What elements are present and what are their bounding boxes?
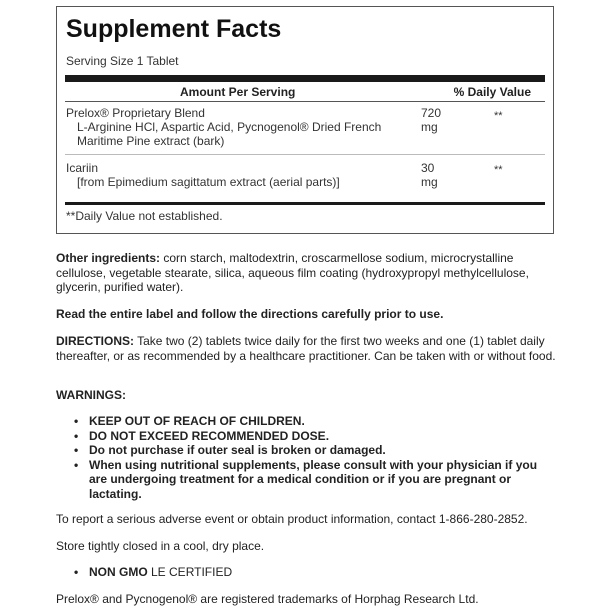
- warning-text: When using nutritional supplements, please consult with your physician if you are undergoing treatment for a medical condition or if you are pregnant or lactating.: [89, 457, 538, 501]
- bullet: •: [74, 443, 79, 457]
- warning-text: DO NOT EXCEED RECOMMENDED DOSE.: [89, 428, 330, 443]
- bullet: •: [74, 565, 79, 579]
- ingredient-detail-line: L-Arginine HCl, Aspartic Acid, Pycnogenol® Dried French: [77, 120, 382, 134]
- amount-value: 720: [421, 106, 442, 120]
- directions-label: DIRECTIONS:: [56, 334, 134, 348]
- ingredient-detail: [77, 120, 407, 148]
- ingredient-detail-line: Maritime Pine extract (bark): [77, 134, 225, 148]
- daily-value-footnote: **Daily Value not established.: [66, 209, 223, 223]
- other-ingredients-text: corn starch, maltodextrin, croscarmellose sodium, microcrystalline cellulose, vegetable stearate, silica, aqueous film coating (hydroxypropyl methylcellulose, glycerin, purified water).: [56, 251, 529, 294]
- warnings-list: [72, 414, 542, 501]
- other-ingredients-label: Other ingredients:: [56, 251, 161, 265]
- trademark-notice: Prelox® and Pycnogenol® are registered trademarks of Horphag Research Ltd.: [56, 592, 479, 606]
- storage-instructions: Store tightly closed in a cool, dry place.: [56, 539, 265, 553]
- row-divider: [65, 154, 545, 155]
- ingredient-name: Prelox® Proprietary Blend: [66, 106, 205, 120]
- supplement-facts-panel: [56, 6, 554, 234]
- bullet: •: [74, 457, 79, 472]
- directions: [56, 334, 556, 363]
- ingredient-name: Icariin: [66, 161, 99, 175]
- non-gmo-bold: NON GMO: [89, 565, 148, 579]
- warnings-label: WARNINGS:: [56, 388, 126, 402]
- report-contact: To report a serious adverse event or obtain product information, contact 1-866-280-2852.: [56, 512, 528, 526]
- directions-text: Take two (2) tablets twice daily for the first two weeks and one (1) tablet daily thereafter, or as recommended by a healthcare practitioner. Can be taken with or without food.: [56, 334, 556, 363]
- amount-per-serving-header: Amount Per Serving: [180, 85, 296, 99]
- warning-item: [72, 414, 542, 429]
- amount-value: 30: [421, 161, 435, 175]
- ingredient-amount: [421, 106, 451, 134]
- ingredient-amount: [421, 161, 451, 189]
- bullet: •: [74, 414, 79, 428]
- warning-item: [72, 458, 542, 502]
- non-gmo-certification: [72, 565, 232, 580]
- amount-unit: mg: [421, 120, 438, 134]
- warning-item: [72, 443, 542, 458]
- non-gmo-rest: LE CERTIFIED: [147, 565, 233, 579]
- facts-title: Supplement Facts: [66, 15, 282, 43]
- thick-divider: [65, 75, 545, 82]
- other-ingredients: [56, 251, 556, 295]
- warning-item: [72, 429, 542, 444]
- serving-size: Serving Size 1 Tablet: [66, 54, 179, 68]
- warning-text: KEEP OUT OF REACH OF CHILDREN.: [89, 414, 305, 428]
- ingredient-daily-value: **: [494, 110, 503, 122]
- ingredient-detail: [from Epimedium sagittatum extract (aerial parts)]: [77, 175, 340, 189]
- amount-unit: mg: [421, 175, 438, 189]
- bottom-divider: [65, 202, 545, 205]
- facts-header-row: [65, 83, 545, 102]
- ingredient-daily-value: **: [494, 164, 503, 176]
- read-label-notice: Read the entire label and follow the directions carefully prior to use.: [56, 307, 444, 321]
- warning-text: Do not purchase if outer seal is broken or damaged.: [89, 443, 386, 457]
- bullet: •: [74, 428, 79, 443]
- daily-value-header: % Daily Value: [453, 85, 531, 99]
